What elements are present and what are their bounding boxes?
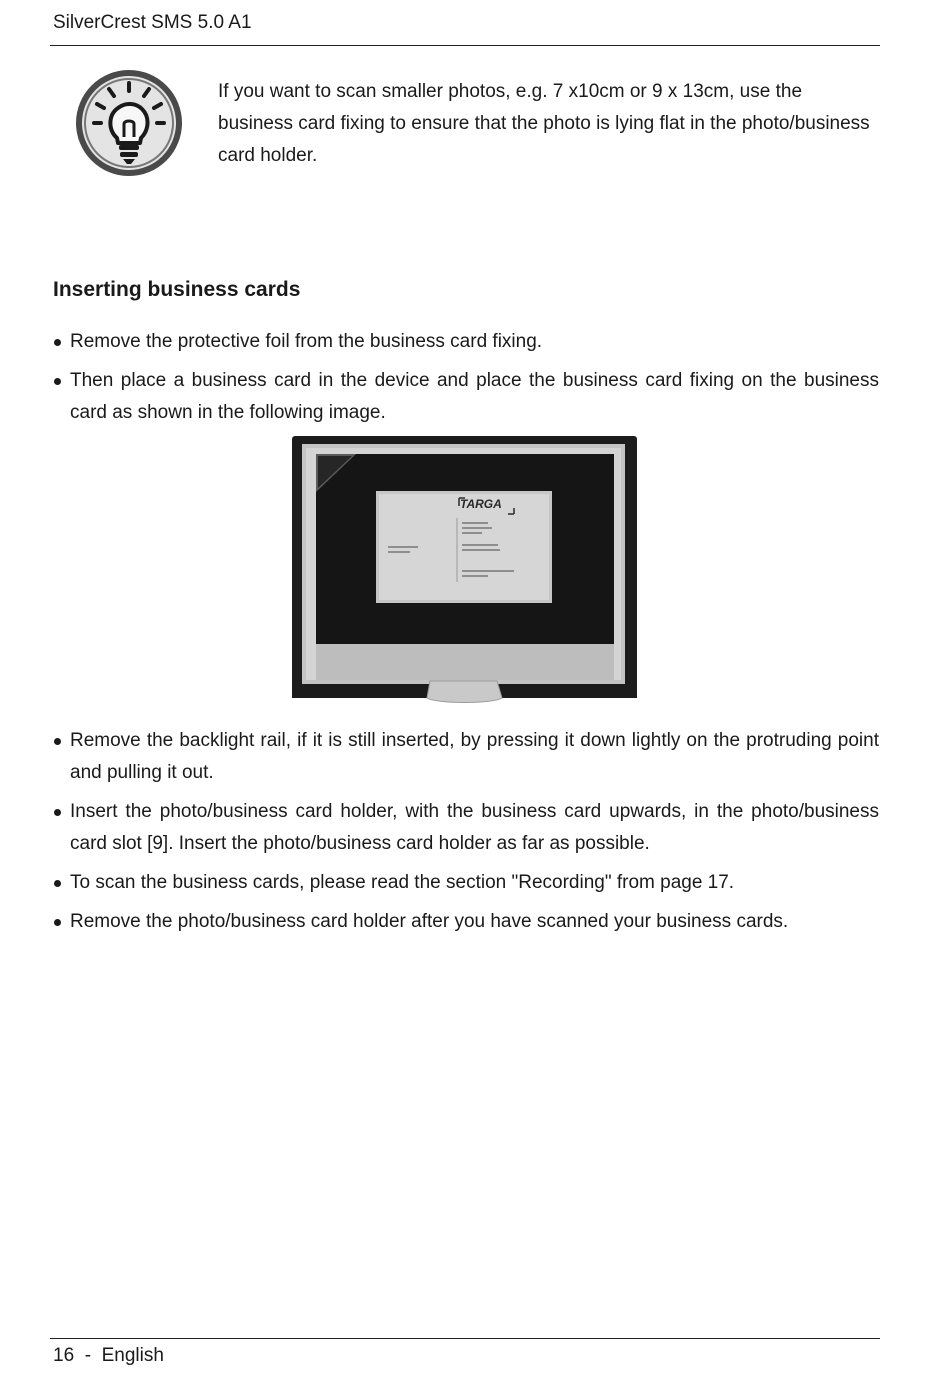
list-item [53, 867, 879, 899]
list-item [53, 725, 879, 789]
document-header-title: SilverCrest SMS 5.0 A1 [53, 12, 252, 33]
footer-divider [50, 1338, 880, 1339]
tip-text: If you want to scan smaller photos, e.g. 7 x10cm or 9 x 13cm, use the business card fixing to ensure that the photo is lying flat in the photo/business card holder. [218, 81, 870, 166]
list-item-text: Remove the protective foil from the business card fixing. [70, 331, 543, 352]
header-divider [50, 45, 880, 46]
list-item [53, 365, 879, 429]
page-number: 16 [53, 1345, 75, 1366]
bullet-icon [54, 339, 61, 346]
bullet-icon [54, 738, 61, 745]
footer-separator: - [84, 1345, 92, 1366]
section-heading: Inserting business cards [53, 278, 301, 301]
list-item-text: Remove the photo/business card holder after you have scanned your business cards. [70, 911, 789, 932]
bullet-icon [54, 809, 61, 816]
page-footer [53, 1345, 164, 1367]
bullet-icon [54, 880, 61, 887]
bullet-icon [54, 378, 61, 385]
bullet-icon [54, 919, 61, 926]
list-item [53, 906, 879, 938]
business-card-holder-photo [292, 436, 637, 708]
instruction-list [53, 326, 879, 436]
list-item-text: Insert the photo/business card holder, with the business card upwards, in the photo/business card slot [9]. Insert the photo/business card holder as far as possible. [70, 801, 879, 854]
card-brand-logo: TARGA [460, 497, 502, 511]
lightbulb-icon [74, 68, 184, 178]
list-item-text: To scan the business cards, please read the section "Recording" from page 17. [70, 872, 735, 893]
list-item-text: Remove the backlight rail, if it is still inserted, by pressing it down lightly on the protruding point and pulling it out. [70, 730, 879, 783]
list-item [53, 796, 879, 860]
list-item [53, 326, 879, 358]
footer-language: English [101, 1345, 164, 1366]
list-item-text: Then place a business card in the device and place the business card fixing on the business card as shown in the following image. [70, 370, 879, 423]
instruction-list [53, 725, 879, 945]
